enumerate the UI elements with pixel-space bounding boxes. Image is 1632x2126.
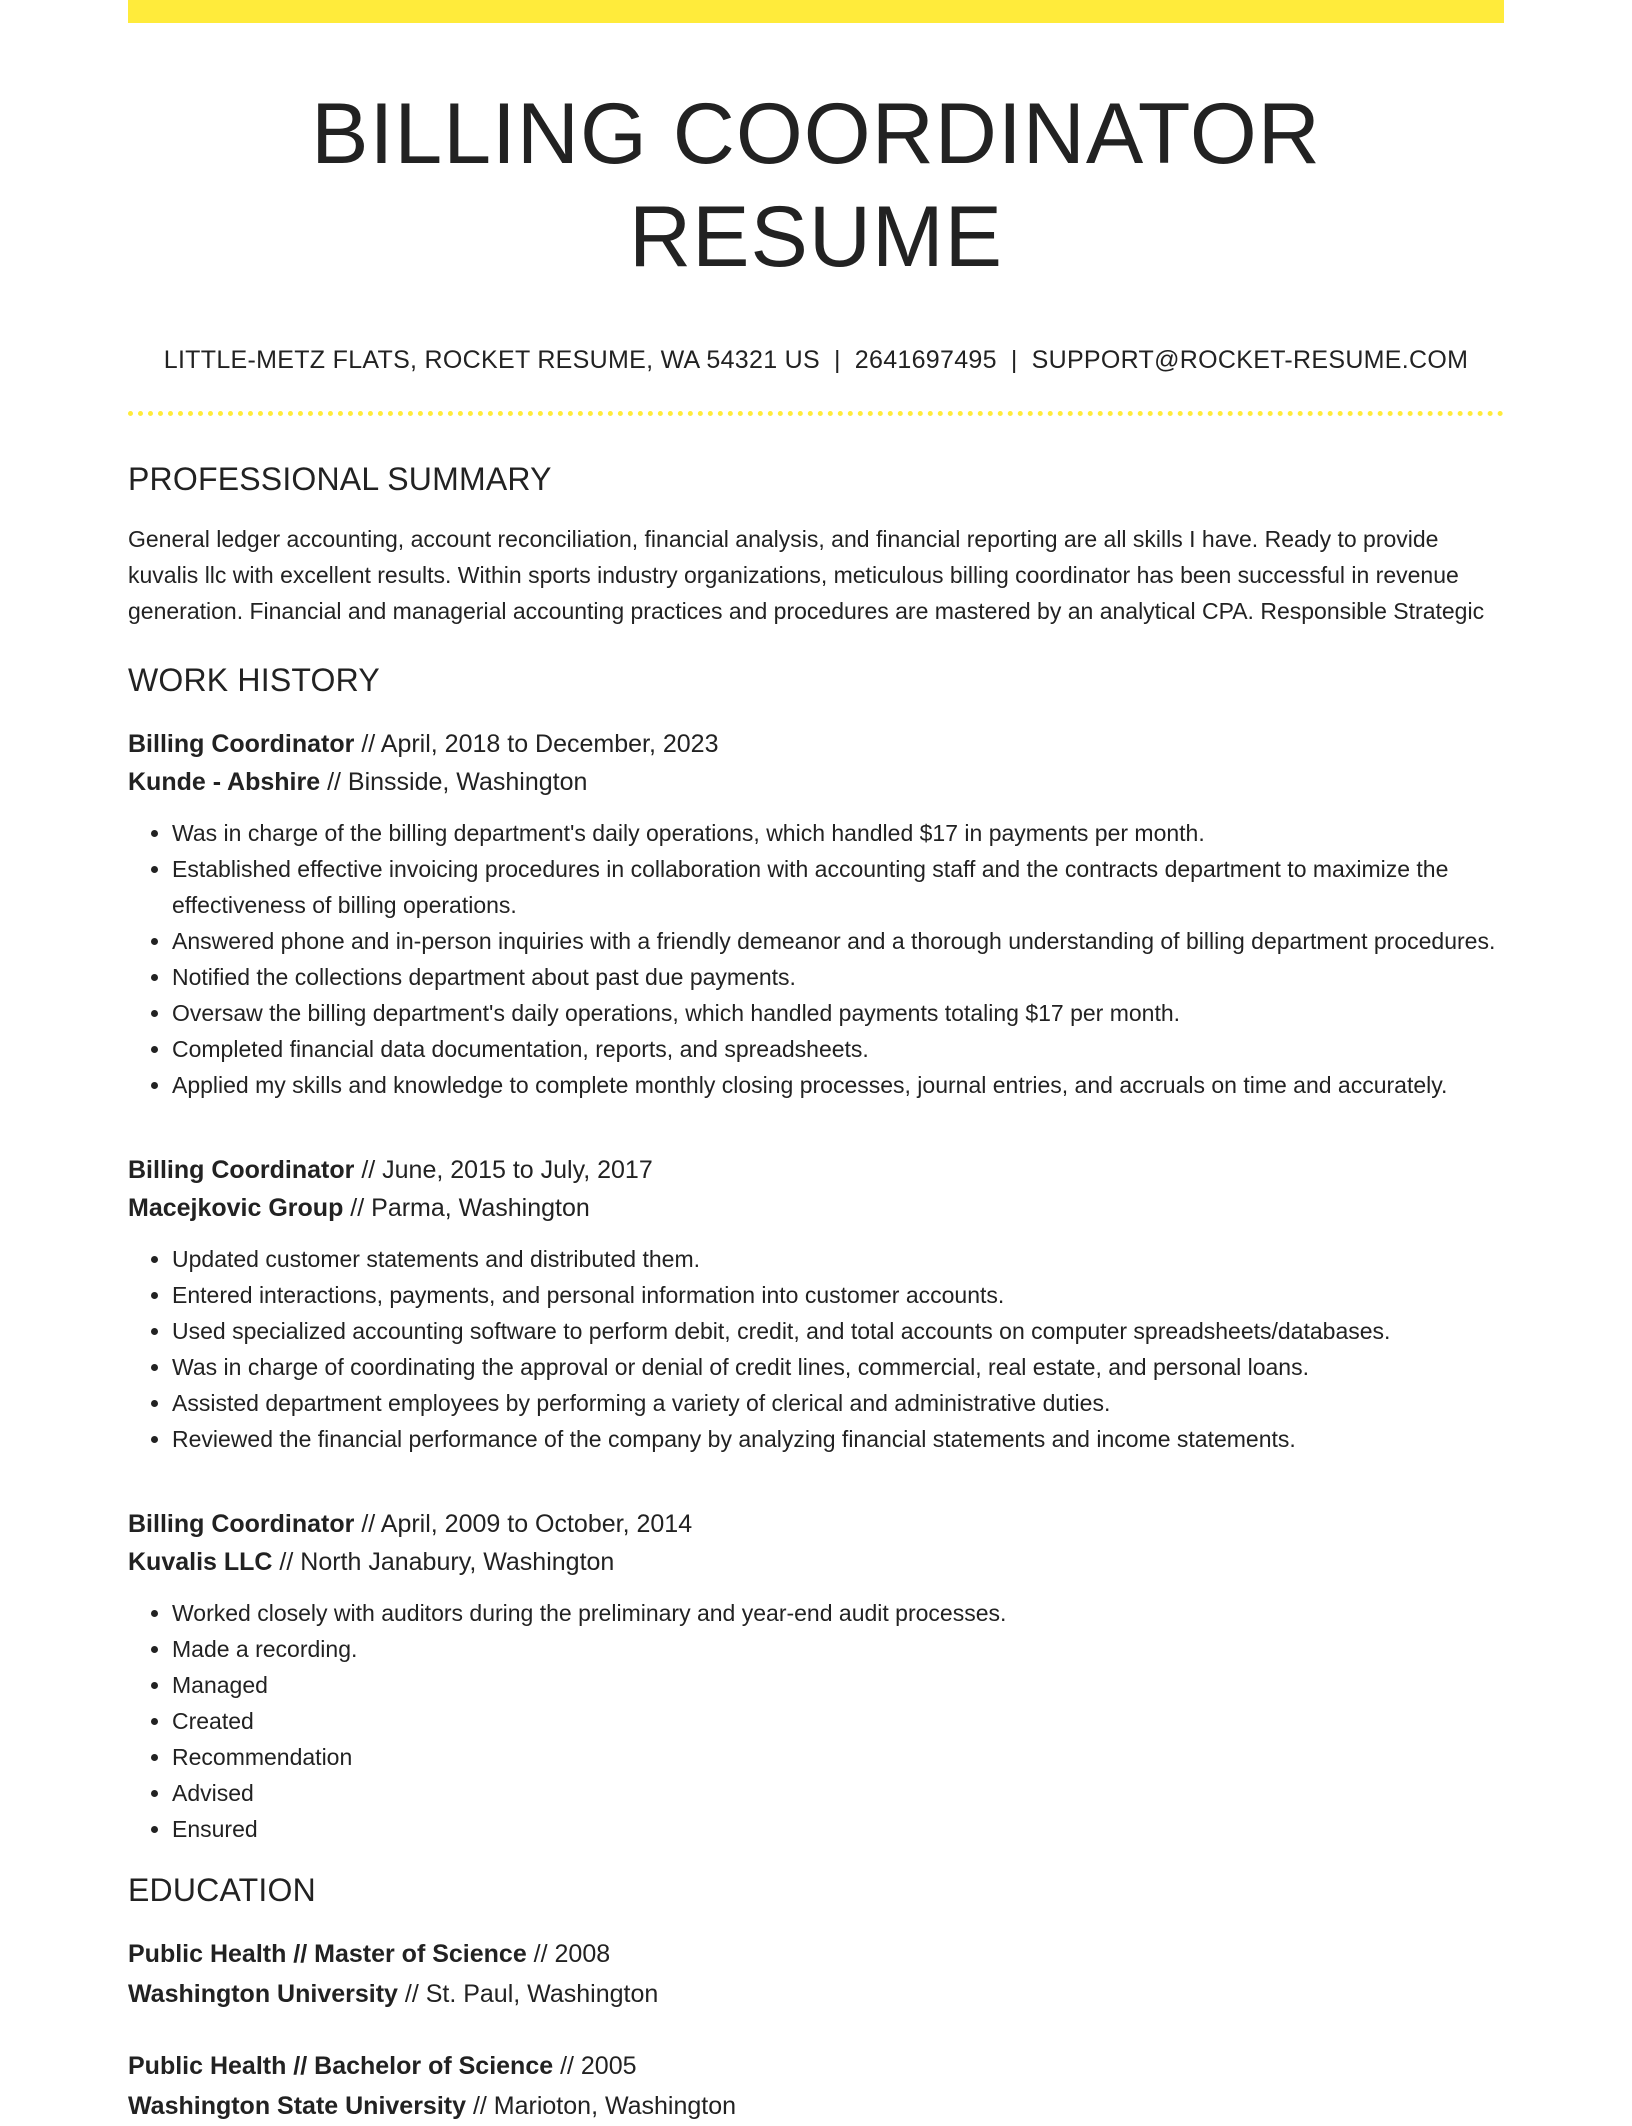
job-bullet: • Worked closely with auditors during the preliminary and year-end audit processes. (172, 1595, 1504, 1631)
job-bullet: • Created (172, 1703, 1504, 1739)
job-company: Macejkovic Group (128, 1194, 344, 1223)
job-bullet: • Applied my skills and knowledge to complete monthly closing processes, journal entries, and accruals on time and accurately. (172, 1067, 1504, 1103)
job-entry (128, 1505, 1504, 1847)
job-location: // Parma, Washington (343, 1194, 590, 1223)
job-title-line (128, 1505, 1504, 1543)
job-bullet: • Notified the collections department about past due payments. (172, 959, 1504, 995)
education-location: // Marioton, Washington (466, 2091, 737, 2120)
summary-heading: PROFESSIONAL SUMMARY (128, 461, 552, 498)
job-bullet: • Was in charge of coordinating the approval or denial of credit lines, commercial, real estate, and personal loans. (172, 1349, 1504, 1385)
summary-text: General ledger accounting, account reconciliation, financial analysis, and financial reporting are all skills I have. Ready to provide kuvalis llc with excellent results. Within sports industry organizations, meticulous billing coordinator has been successful in revenue generation. Financial and managerial accounting practices and procedures are mastered by an analytical CPA. Responsible Strategic (128, 525, 1485, 624)
education-year: // 2005 (553, 2051, 637, 2080)
education-entry (128, 2046, 1504, 2126)
resume-content (128, 0, 1504, 2126)
education-degree-line (128, 1934, 1504, 1974)
contact-separator: | (1010, 346, 1018, 375)
contact-address: LITTLE-METZ FLATS, ROCKET RESUME, WA 54321 US (163, 346, 820, 375)
contact-line (128, 345, 1504, 375)
job-bullet: • Made a recording. (172, 1631, 1504, 1667)
job-bullet: • Completed financial data documentation, reports, and spreadsheets. (172, 1031, 1504, 1067)
job-bullets (128, 815, 1504, 1103)
resume-title: BILLING COORDINATOR RESUME (311, 86, 1321, 286)
job-entry (128, 1151, 1504, 1457)
job-company-line (128, 1189, 1504, 1227)
job-bullets (128, 1241, 1504, 1457)
job-bullet: • Recommendation (172, 1739, 1504, 1775)
education-degree: Public Health // Bachelor of Science (128, 2051, 554, 2080)
job-title-line (128, 1151, 1504, 1189)
contact-phone: 2641697495 (854, 346, 997, 375)
job-company: Kunde - Abshire (128, 768, 321, 797)
contact-email[interactable]: SUPPORT@ROCKET-RESUME.COM (1031, 346, 1469, 375)
job-bullet: • Assisted department employees by performing a variety of clerical and administrative duties. (172, 1385, 1504, 1421)
job-bullet: • Managed (172, 1667, 1504, 1703)
job-company-line (128, 1543, 1504, 1581)
contact-separator: | (833, 346, 841, 375)
education-school: Washington State University (128, 2091, 467, 2120)
education-school-line (128, 2086, 1504, 2126)
job-bullet: • Advised (172, 1775, 1504, 1811)
education-school: Washington University (128, 1979, 398, 2008)
job-bullet: • Ensured (172, 1811, 1504, 1847)
job-bullet: • Oversaw the billing department's daily operations, which handled payments totaling $17 per month. (172, 995, 1504, 1031)
job-bullet: • Used specialized accounting software to perform debit, credit, and total accounts on computer spreadsheets/databases. (172, 1313, 1504, 1349)
job-bullet: • Updated customer statements and distributed them. (172, 1241, 1504, 1277)
job-bullet: • Was in charge of the billing department's daily operations, which handled $17 in payments per month. (172, 815, 1504, 851)
education-degree-line (128, 2046, 1504, 2086)
job-dates: // June, 2015 to July, 2017 (354, 1156, 653, 1185)
education-degree: Public Health // Master of Science (128, 1939, 527, 1968)
accent-top-bar (128, 0, 1504, 23)
work-history-heading: WORK HISTORY (128, 661, 380, 698)
job-bullet: • Entered interactions, payments, and personal information into customer accounts. (172, 1277, 1504, 1313)
education-school-line (128, 1974, 1504, 2014)
job-company-line (128, 763, 1504, 801)
job-dates: // April, 2018 to December, 2023 (354, 730, 719, 759)
job-dates: // April, 2009 to October, 2014 (354, 1510, 693, 1539)
job-bullets (128, 1595, 1504, 1847)
education-year: // 2008 (526, 1939, 611, 1968)
job-title: Billing Coordinator (128, 1156, 355, 1185)
job-bullet: • Reviewed the financial performance of the company by analyzing financial statements and income statements. (172, 1421, 1504, 1457)
job-entry (128, 725, 1504, 1103)
job-title-line (128, 725, 1504, 763)
job-location: // Binsside, Washington (320, 768, 588, 797)
job-bullet: • Answered phone and in-person inquiries with a friendly demeanor and a thorough understanding of billing department procedures. (172, 923, 1504, 959)
job-bullet: • Established effective invoicing procedures in collaboration with accounting staff and the contracts department to maximize the effectiveness of billing operations. (172, 851, 1504, 923)
job-location: // North Janabury, Washington (272, 1548, 615, 1577)
job-title: Billing Coordinator (128, 730, 355, 759)
dotted-divider (128, 411, 1504, 416)
education-heading: EDUCATION (128, 1872, 316, 1909)
job-title: Billing Coordinator (128, 1510, 355, 1539)
job-company: Kuvalis LLC (128, 1548, 273, 1577)
education-entry (128, 1934, 1504, 2014)
education-location: // St. Paul, Washington (397, 1979, 659, 2008)
